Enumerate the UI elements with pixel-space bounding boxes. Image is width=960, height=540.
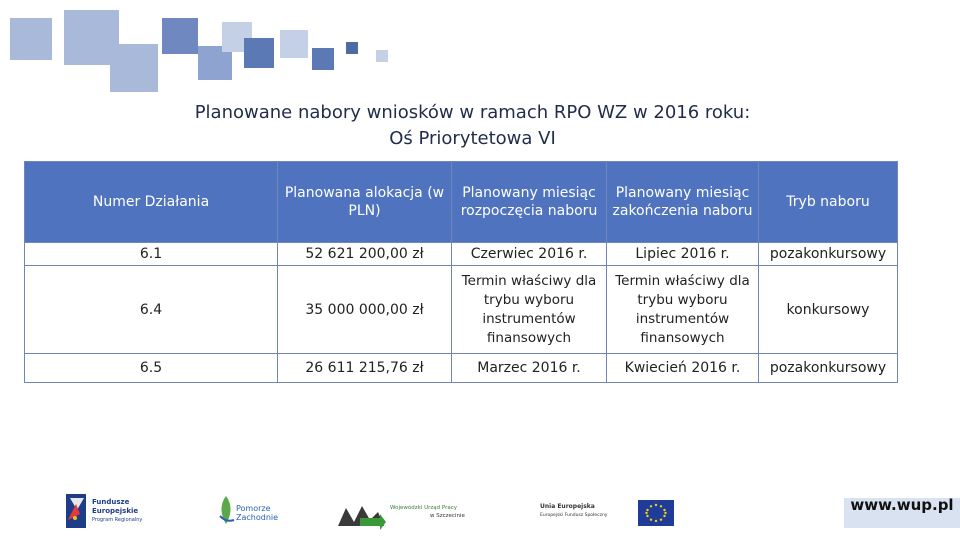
table-cell: Czerwiec 2016 r. bbox=[452, 243, 607, 266]
table-cell: 6.1 bbox=[25, 243, 278, 266]
logo-pomorze-zachodnie bbox=[216, 490, 286, 532]
decor-square bbox=[346, 42, 358, 54]
column-header: Planowany miesiąc zakończenia naboru bbox=[607, 162, 759, 243]
decor-square bbox=[10, 18, 52, 60]
decor-square bbox=[312, 48, 334, 70]
logo-text: Program Regionalny bbox=[92, 517, 143, 523]
table-cell: Lipiec 2016 r. bbox=[607, 243, 759, 266]
logo-text: Europejskie bbox=[92, 507, 139, 515]
logo-text: w Szczecinie bbox=[430, 513, 465, 519]
logo-text: Zachodnie bbox=[236, 513, 279, 522]
table-cell: Termin właściwy dla trybu wyboru instrumentów finansowych bbox=[452, 266, 607, 354]
table-cell: 6.4 bbox=[25, 266, 278, 354]
pomorze-emblem-icon bbox=[216, 494, 236, 530]
logo-wup bbox=[336, 490, 486, 532]
recruitment-table bbox=[24, 161, 898, 383]
logo-text: Wojewódzki Urząd Pracy bbox=[390, 505, 458, 511]
page-title-line2: Oś Priorytetowa VI bbox=[389, 128, 556, 149]
table-header-row bbox=[25, 162, 898, 243]
table-cell: Kwiecień 2016 r. bbox=[607, 354, 759, 383]
eu-flag-icon bbox=[638, 500, 674, 526]
table-cell: 35 000 000,00 zł bbox=[278, 266, 452, 354]
table-cell: pozakonkursowy bbox=[759, 354, 898, 383]
decor-square bbox=[244, 38, 274, 68]
table-cell: konkursowy bbox=[759, 266, 898, 354]
table-row bbox=[25, 266, 898, 354]
wup-emblem-icon bbox=[336, 496, 386, 532]
logo-text: Europejski Fundusz Społeczny bbox=[540, 513, 608, 518]
table-cell: 26 611 215,76 zł bbox=[278, 354, 452, 383]
website-url[interactable]: www.wup.pl bbox=[844, 498, 960, 528]
table-cell: pozakonkursowy bbox=[759, 243, 898, 266]
decor-square bbox=[162, 18, 198, 54]
column-header: Planowana alokacja (w PLN) bbox=[278, 162, 452, 243]
decor-square bbox=[376, 50, 388, 62]
logo-text: Pomorze bbox=[236, 504, 271, 513]
table-cell: Marzec 2016 r. bbox=[452, 354, 607, 383]
logo-text: Unia Europejska bbox=[540, 503, 595, 510]
table-cell: 6.5 bbox=[25, 354, 278, 383]
table-cell: 52 621 200,00 zł bbox=[278, 243, 452, 266]
logo-unia-europejska bbox=[540, 490, 680, 532]
column-header: Tryb naboru bbox=[759, 162, 898, 243]
column-header: Planowany miesiąc rozpoczęcia naboru bbox=[452, 162, 607, 243]
table-row bbox=[25, 243, 898, 266]
logo-fundusze-europejskie bbox=[66, 490, 166, 532]
page-title-line1: Planowane nabory wniosków w ramach RPO WZ w 2016 roku: bbox=[194, 102, 751, 123]
logo-text: Fundusze bbox=[92, 498, 130, 506]
decor-square bbox=[280, 30, 308, 58]
column-header: Numer Działania bbox=[25, 162, 278, 243]
page-title bbox=[0, 100, 945, 152]
decor-square bbox=[110, 44, 158, 92]
table-cell: Termin właściwy dla trybu wyboru instrumentów finansowych bbox=[607, 266, 759, 354]
table-row bbox=[25, 354, 898, 383]
